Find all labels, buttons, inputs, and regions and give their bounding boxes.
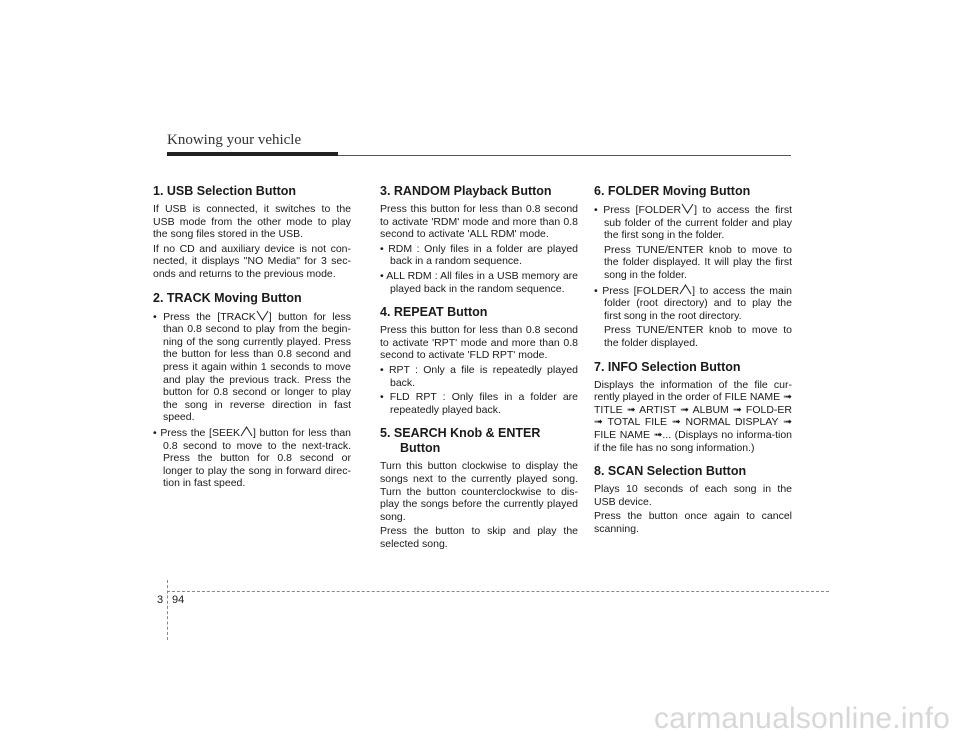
search-knob-paragraph-2: Press the button to skip and play the selected song. bbox=[380, 525, 578, 550]
header-rule-thick bbox=[167, 152, 338, 156]
seek-bullet bbox=[153, 426, 351, 490]
info-selection-paragraph: Displays the information of the file cur-rently played in the order of FILE NAME ➟ TITLE ➟ ARTIST ➟ ALBUM ➟ FOLD-ER ➟ TOTAL FILE ➟ NORMAL DISPLAY ➟ FILE NAME ➟... (Displays no informa-tion if the file has no song information.) bbox=[594, 378, 792, 454]
chevron-down-icon bbox=[681, 203, 694, 214]
page-number: 94 bbox=[172, 594, 185, 606]
search-knob-heading: 5. SEARCH Knob & ENTER Button bbox=[380, 426, 541, 456]
track-bullet-pre: • Press the [TRACK bbox=[153, 310, 256, 323]
page-header-title: Knowing your vehicle bbox=[167, 132, 302, 148]
folder-down-note: Press TUNE/ENTER knob to move to the folder displayed. It will play the first song in the folder. bbox=[604, 243, 792, 281]
repeat-paragraph: Press this button for less than 0.8 second to activate 'RPT' mode and more than 0.8 second to activate 'FLD RPT' mode. bbox=[380, 324, 578, 362]
track-bullet bbox=[153, 310, 351, 424]
footer-dashed-rule bbox=[167, 591, 829, 592]
search-knob-paragraph-1: Turn this button clockwise to display the songs next to the currently played song. Turn the button counterclockwise to dis-play the songs before the currently played song. bbox=[380, 460, 578, 523]
rpt-bullet: • RPT : Only a file is repeatedly played back. bbox=[380, 363, 578, 389]
folder-down-bullet-post: ] to access the first sub folder of the current folder and play the first song in the folder. bbox=[604, 204, 792, 242]
watermark: carmanualsonline.info bbox=[653, 702, 950, 735]
folder-up-bullet bbox=[594, 284, 792, 323]
fld-rpt-bullet: • FLD RPT : Only files in a folder are repeatedly played back. bbox=[380, 391, 578, 416]
usb-selection-paragraph-1: If USB is connected, it switches to the USB mode from the other mode to play the song files stored in the USB. bbox=[153, 203, 351, 241]
chevron-up-icon bbox=[240, 426, 253, 437]
scan-selection-heading: 8. SCAN Selection Button bbox=[594, 464, 747, 479]
track-bullet-post: ] button for less than 0.8 second to play from the begin-ning of the song currently played. Press the button for less than 0.8 second and press it again within 1 seconds to move and play the previous track. Press the button for 0.8 second or longer to play the song in reverse direction in fast speed. bbox=[163, 310, 351, 424]
usb-selection-paragraph-2: If no CD and auxiliary device is not con-nected, it displays "NO Media" for 3 sec-onds and returns to the previous mode. bbox=[153, 242, 351, 280]
chevron-down-icon bbox=[256, 310, 269, 321]
random-playback-heading: 3. RANDOM Playback Button bbox=[380, 184, 552, 198]
all-rdm-bullet: • ALL RDM : All files in a USB memory are played back in the random sequence. bbox=[380, 269, 578, 295]
folder-down-bullet-pre: • Press [FOLDER bbox=[594, 204, 682, 216]
folder-moving-heading: 6. FOLDER Moving Button bbox=[594, 184, 751, 198]
column-right bbox=[594, 184, 792, 537]
usb-selection-heading: 1. USB Selection Button bbox=[153, 184, 297, 198]
folder-up-note: Press TUNE/ENTER knob to move to the folder displayed. bbox=[604, 324, 792, 349]
chevron-up-icon bbox=[679, 284, 692, 295]
folder-up-bullet-pre: • Press [FOLDER bbox=[594, 284, 680, 297]
seek-bullet-pre: • Press the [SEEK bbox=[153, 426, 240, 439]
column-left bbox=[153, 184, 351, 492]
repeat-heading: 4. REPEAT Button bbox=[380, 305, 488, 320]
folder-up-bullet-post: ] to access the main folder (root directory) and to play the first song in the root directory. bbox=[604, 284, 792, 322]
random-playback-paragraph: Press this button for less than 0.8 second to activate 'RDM' mode and more than 0.8 second to activate 'ALL RDM' mode. bbox=[380, 203, 578, 241]
seek-bullet-post: ] button for less than 0.8 second to move to the next-track. Press the button for 0.8 second or longer to play the song in forward direc-tion in fast speed. bbox=[163, 426, 351, 490]
footer-dashed-divider bbox=[167, 580, 168, 640]
track-moving-heading: 2. TRACK Moving Button bbox=[153, 290, 302, 305]
scan-selection-paragraph-2: Press the button once again to cancel scanning. bbox=[594, 510, 792, 535]
column-middle bbox=[380, 184, 578, 552]
info-selection-heading: 7. INFO Selection Button bbox=[594, 359, 741, 374]
header-rule-thin bbox=[338, 155, 791, 156]
folder-down-bullet bbox=[594, 203, 792, 242]
rdm-bullet: • RDM : Only files in a folder are played back in a random sequence. bbox=[380, 242, 578, 268]
scan-selection-paragraph-1: Plays 10 seconds of each song in the USB device. bbox=[594, 483, 792, 508]
section-number: 3 bbox=[157, 594, 164, 606]
